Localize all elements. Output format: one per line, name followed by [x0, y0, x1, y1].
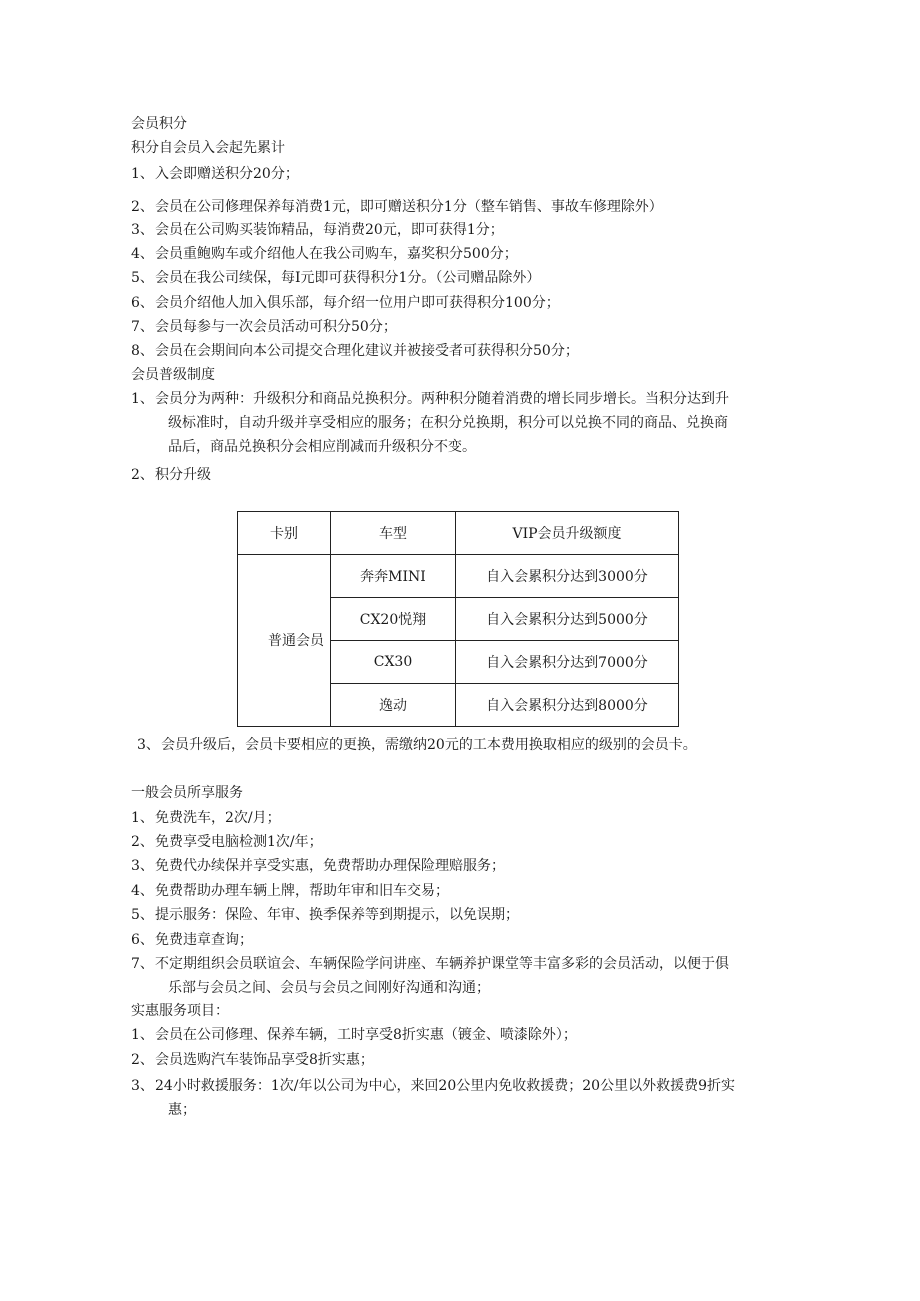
list-item: 免费违章查询；	[155, 932, 253, 948]
tier-cell	[238, 555, 331, 727]
list-item: 入会即赠送积分20分；	[155, 166, 299, 182]
list-item-number: 6、	[131, 932, 154, 948]
list-item-number: 6、	[131, 295, 154, 311]
list-item: 会员在公司修理、保养车辆，工时享受8折实惠（镀金、喷漆除外）；	[155, 1027, 577, 1043]
list-item: 会员重鲍购车或介绍他人在我公司购车，嘉奖积分500分；	[155, 246, 518, 262]
tier-label: 普通会员	[268, 632, 324, 649]
list-item: 免费代办续保并享受实惠，免费帮助办理保险理赔服务；	[155, 858, 505, 874]
model-cell: CX20悦翔	[331, 598, 456, 641]
table-header-cell: VIP会员升级额度	[456, 512, 679, 555]
list-item-number: 3、	[131, 222, 154, 238]
quota-cell: 自入会累积分达到8000分	[456, 684, 679, 727]
list-item-number: 5、	[131, 270, 154, 286]
list-item: 会员介绍他人加入俱乐部，每介绍一位用户即可获得积分100分；	[155, 295, 560, 311]
benefits-title: 实惠服务项目：	[131, 1003, 229, 1019]
upgrade-title: 会员普级制度	[131, 367, 215, 383]
list-item: 会员在公司修理保养每消费1元，即可赠送积分1分（整车销售、事故车修理除外）	[155, 199, 663, 215]
list-item-number: 8、	[131, 343, 154, 359]
list-item-number: 2、	[131, 467, 154, 483]
list-item: 提示服务：保险、年审、换季保养等到期提示，以免误期；	[155, 907, 519, 923]
quota-cell: 自入会累积分达到3000分	[456, 555, 679, 598]
list-item: 会员选购汽车装饰品享受8折实惠；	[155, 1052, 374, 1068]
list-item-number: 7、	[131, 956, 154, 972]
upgrade-item-1-line-2: 级标准时，自动升级并享受相应的服务；在积分兑换期，积分可以兑换不同的商品、兑换商	[168, 415, 728, 431]
services-title: 一般会员所享服务	[131, 785, 243, 801]
list-item-number: 1、	[131, 391, 154, 407]
list-item: 免费洗车，2次/月；	[155, 810, 281, 826]
points-title: 会员积分	[131, 116, 187, 132]
list-item-number: 4、	[131, 246, 154, 262]
benefits-item-3-line-1: 24小时救援服务：1次/年以公司为中心，来回20公里内免收救援费；20公里以外救援费9折实	[155, 1078, 735, 1094]
table-row	[238, 555, 679, 598]
list-item: 免费帮助办理车辆上牌，帮助年审和旧车交易；	[155, 883, 449, 899]
list-item-number: 3、	[131, 1078, 154, 1094]
list-item-number: 3、	[131, 858, 154, 874]
list-item: 会员在公司购买装饰精品，每消费20元，即可获得1分；	[155, 222, 504, 238]
services-item-7-line-2: 乐部与会员之间、会员与会员之间刚好沟通和沟通；	[168, 980, 490, 996]
list-item-number: 1、	[131, 166, 154, 182]
model-cell: CX30	[331, 641, 456, 684]
table-header-cell: 卡别	[238, 512, 331, 555]
benefits-item-3-line-2: 惠；	[168, 1102, 196, 1118]
quota-cell: 自入会累积分达到5000分	[456, 598, 679, 641]
list-item: 会员在我公司续保，每I元即可获得积分1分。（公司赠品除外）	[155, 270, 541, 286]
list-item: 会员在会期间向本公司提交合理化建议并被接受者可获得积分50分；	[155, 343, 579, 359]
points-subtitle: 积分自会员入会起先累计	[131, 140, 285, 156]
upgrade-item-1-line-3: 品后，商品兑换积分会相应削减而升级积分不变。	[168, 439, 476, 455]
table-header-row	[238, 512, 679, 555]
list-item-number: 1、	[131, 1027, 154, 1043]
list-item: 会员每参与一次会员活动可积分50分；	[155, 319, 397, 335]
list-item-number: 1、	[131, 810, 154, 826]
list-item: 免费享受电脑检测1次/年；	[155, 834, 323, 850]
table-header-cell: 车型	[331, 512, 456, 555]
quota-cell: 自入会累积分达到7000分	[456, 641, 679, 684]
upgrade-item-3: 会员升级后，会员卡要相应的更换，需缴纳20元的工本费用换取相应的级别的会员卡。	[161, 737, 697, 753]
list-item-number: 3、	[137, 737, 160, 753]
list-item-number: 2、	[131, 199, 154, 215]
upgrade-item-1-line-1: 会员分为两种：升级积分和商品兑换积分。两种积分随着消费的增长同步增长。当积分达到升	[155, 391, 729, 407]
model-cell: 奔奔MINI	[331, 555, 456, 598]
list-item-number: 5、	[131, 907, 154, 923]
upgrade-item-2: 积分升级	[155, 467, 211, 483]
list-item-number: 7、	[131, 319, 154, 335]
list-item-number: 4、	[131, 883, 154, 899]
list-item-number: 2、	[131, 834, 154, 850]
services-item-7-line-1: 不定期组织会员联谊会、车辆保险学问讲座、车辆养护课堂等丰富多彩的会员活动，以便于俱	[155, 956, 729, 972]
model-cell: 逸动	[331, 684, 456, 727]
upgrade-table	[237, 511, 679, 727]
list-item-number: 2、	[131, 1052, 154, 1068]
